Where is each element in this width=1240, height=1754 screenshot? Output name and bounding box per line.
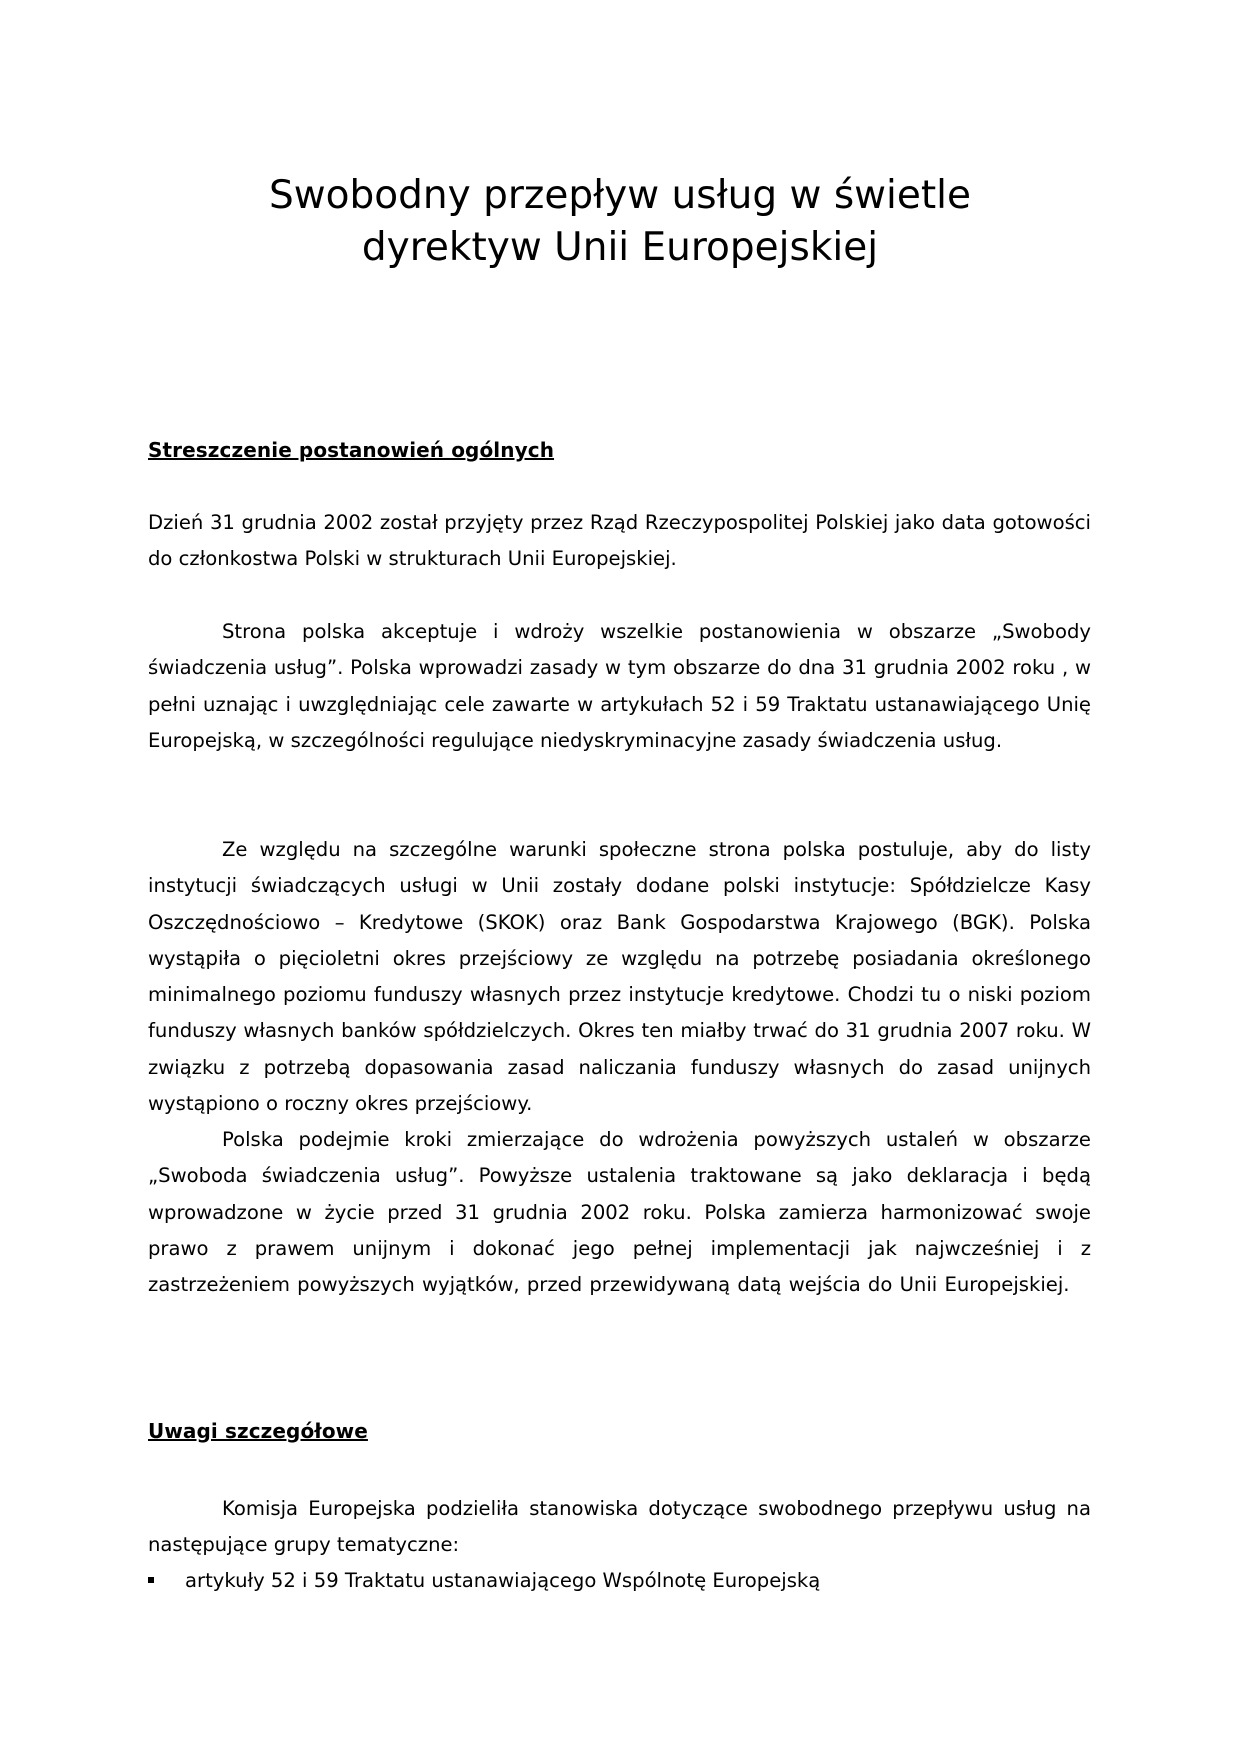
paragraph-readiness-date: Dzień 31 grudnia 2002 został przyjęty przez Rząd Rzeczypospolitej Polskiej jako data gotowości do członkostwa Polski w strukturach Unii Europejskiej. [148, 511, 1091, 571]
title-line-1: Swobodny przepływ usług w świetle [269, 173, 971, 218]
list-item [148, 1563, 1091, 1599]
paragraph-thematic-groups: Komisja Europejska podzieliła stanowiska dotyczące swobodnego przepływu usług na następujące grupy tematyczne: [148, 1497, 1091, 1557]
square-bullet-icon [148, 1577, 154, 1583]
list-item-text: artykuły 52 i 59 Traktatu ustanawiającego Wspólnotę Europejską [185, 1569, 821, 1592]
bullet-list [148, 1563, 1091, 1599]
document-title [148, 170, 1092, 274]
paragraph-transition-period: Ze względu na szczególne warunki społeczne strona polska postuluje, aby do listy instytucji świadczących usługi w Unii zostały dodane polski instytucje: Spółdzielcze Kasy Oszczędnościowo – Kredytowe (SKOK) oraz Bank Gospodarstwa Krajowego (BGK). Polska wystąpiła o pięcioletni okres przejściowy ze względu na potrzebę posiadania określonego minimalnego poziomu funduszy własnych przez instytucje kredytowe. Chodzi tu o niski poziom funduszy własnych banków spółdzielczych. Okres ten miałby trwać do 31 grudnia 2007 roku. W związku z potrzebą dopasowania zasad naliczania funduszy własnych do zasad unijnych wystąpiono o roczny okres przejściowy. [148, 838, 1091, 1116]
title-line-2: dyrektyw Unii Europejskiej [361, 225, 879, 270]
paragraph-acceptance: Strona polska akceptuje i wdroży wszelkie postanowienia w obszarze „Swobody świadczenia usług”. Polska wprowadzi zasady w tym obszarze do dna 31 grudnia 2002 roku , w pełni uznając i uwzględniając cele zawarte w artykułach 52 i 59 Traktatu ustanawiającego Unię Europejską, w szczególności regulujące niedyskryminacyjne zasady świadczenia usług. [148, 620, 1091, 752]
paragraph-implementation: Polska podejmie kroki zmierzające do wdrożenia powyższych ustaleń w obszarze „Swoboda świadczenia usług”. Powyższe ustalenia traktowane są jako deklaracja i będą wprowadzone w życie przed 31 grudnia 2002 roku. Polska zamierza harmonizować swoje prawo z prawem unijnym i dokonać jego pełnej implementacji jak najwcześniej i z zastrzeżeniem powyższych wyjątków, przed przewidywaną datą wejścia do Unii Europejskiej. [148, 1128, 1091, 1297]
section-heading-general: Streszczenie postanowień ogólnych [148, 438, 555, 462]
section-heading-detailed: Uwagi szczegółowe [148, 1419, 368, 1443]
